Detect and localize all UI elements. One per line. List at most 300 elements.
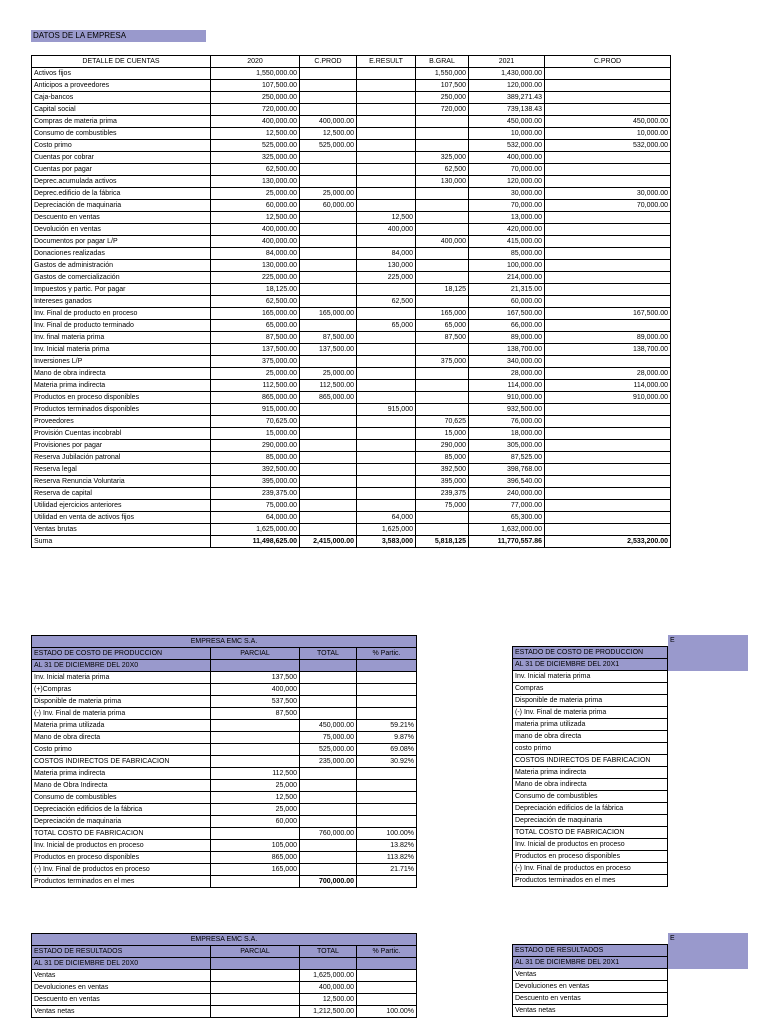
column-header: DETALLE DE CUENTAS	[32, 56, 211, 68]
statement-title: ESTADO DE COSTO DE PRODUCCION	[32, 648, 211, 660]
account-value	[300, 260, 357, 272]
table-row	[32, 512, 671, 524]
line-value	[211, 732, 300, 744]
account-value	[545, 428, 671, 440]
line-value: 9.87%	[357, 732, 417, 744]
statement-row	[32, 828, 417, 840]
table-row	[32, 440, 671, 452]
account-value	[357, 488, 416, 500]
account-name: Inv. final materia prima	[32, 332, 211, 344]
account-value	[300, 104, 357, 116]
account-value	[300, 356, 357, 368]
account-value: 910,000.00	[469, 392, 545, 404]
account-value: 120,000.00	[469, 176, 545, 188]
line-item: Depreciación de maquinaria	[513, 815, 668, 827]
line-item: Materia prima indirecta	[32, 768, 211, 780]
account-value	[545, 356, 671, 368]
account-value: 114,000.00	[469, 380, 545, 392]
account-value: 70,625	[416, 416, 469, 428]
account-value	[300, 284, 357, 296]
table-row	[32, 80, 671, 92]
account-value	[357, 368, 416, 380]
account-value: 400,000	[416, 236, 469, 248]
line-value	[211, 982, 300, 994]
statement-row	[32, 1006, 417, 1018]
col-partic: % Partic.	[357, 946, 417, 958]
account-value	[545, 488, 671, 500]
table-row	[32, 92, 671, 104]
account-value: 30,000.00	[469, 188, 545, 200]
line-item: COSTOS INDIRECTOS DE FABRICACION	[513, 755, 668, 767]
statement-row	[513, 981, 748, 993]
account-value	[357, 164, 416, 176]
statement-row	[32, 696, 417, 708]
account-value: 910,000.00	[545, 392, 671, 404]
account-value: 64,000	[357, 512, 416, 524]
line-item: (-) Inv. Final de materia prima	[32, 708, 211, 720]
account-value: 130,000	[357, 260, 416, 272]
line-value: 113.82%	[357, 852, 417, 864]
line-value	[300, 792, 357, 804]
table-row	[32, 296, 671, 308]
line-value	[300, 708, 357, 720]
account-value	[416, 272, 469, 284]
table-row	[32, 332, 671, 344]
account-value: 395,000	[416, 476, 469, 488]
table-row	[32, 260, 671, 272]
account-value: 60,000.00	[300, 200, 357, 212]
account-value	[300, 320, 357, 332]
table-row	[32, 152, 671, 164]
account-value: 21,315.00	[469, 284, 545, 296]
statement-row	[32, 816, 417, 828]
account-value	[300, 176, 357, 188]
table-row	[32, 452, 671, 464]
account-value: 1,430,000.00	[469, 68, 545, 80]
account-value: 70,000.00	[469, 200, 545, 212]
account-value: 87,525.00	[469, 452, 545, 464]
account-value: 400,000.00	[300, 116, 357, 128]
account-value: 10,000.00	[469, 128, 545, 140]
line-item: Compras	[513, 683, 668, 695]
statement-row	[513, 767, 748, 779]
account-value	[416, 344, 469, 356]
account-value: 85,000	[416, 452, 469, 464]
account-value: 167,500.00	[545, 308, 671, 320]
account-value: 76,000.00	[469, 416, 545, 428]
line-item: Devoluciones en ventas	[32, 982, 211, 994]
account-value: 65,000	[416, 320, 469, 332]
account-value: 12,500.00	[300, 128, 357, 140]
line-item: Ventas	[32, 970, 211, 982]
statement-row	[32, 970, 417, 982]
column-header: E.RESULT	[357, 56, 416, 68]
account-value	[300, 452, 357, 464]
account-value: 65,000.00	[211, 320, 300, 332]
table-row	[32, 356, 671, 368]
account-value: 225,000	[357, 272, 416, 284]
account-value	[545, 272, 671, 284]
statement-row	[513, 875, 748, 887]
statement-row	[32, 708, 417, 720]
account-value	[545, 476, 671, 488]
line-value: 400,000	[211, 684, 300, 696]
account-value: 89,000.00	[545, 332, 671, 344]
account-value	[357, 344, 416, 356]
line-item: Productos terminados en el mes	[513, 875, 668, 887]
account-name: Capital social	[32, 104, 211, 116]
statement-subtitle: AL 31 DE DICIEMBRE DEL 20X0	[32, 660, 211, 672]
account-value: 66,000.00	[469, 320, 545, 332]
line-item: Materia prima indirecta	[513, 767, 668, 779]
account-value	[300, 488, 357, 500]
table-row	[32, 524, 671, 536]
line-value	[357, 804, 417, 816]
line-value	[300, 804, 357, 816]
line-value: 75,000.00	[300, 732, 357, 744]
line-value	[211, 744, 300, 756]
statement-row	[513, 707, 748, 719]
statement-title: ESTADO DE RESULTADOS	[513, 945, 668, 957]
line-value	[300, 816, 357, 828]
account-value	[357, 464, 416, 476]
account-value	[416, 248, 469, 260]
line-item: COSTOS INDIRECTOS DE FABRICACION	[32, 756, 211, 768]
account-value	[357, 476, 416, 488]
account-value: 720,000.00	[211, 104, 300, 116]
line-value: 30.92%	[357, 756, 417, 768]
line-item: Ventas	[513, 969, 668, 981]
account-name: Deprec.acumulada activos	[32, 176, 211, 188]
account-name: Inv. Inicial materia prima	[32, 344, 211, 356]
account-value: 15,000.00	[211, 428, 300, 440]
line-value: 12,500	[211, 792, 300, 804]
account-value: 375,000.00	[211, 356, 300, 368]
statement-row	[513, 803, 748, 815]
account-name: Deprec.edificio de la fábrica	[32, 188, 211, 200]
account-value: 137,500.00	[300, 344, 357, 356]
statement-row	[32, 840, 417, 852]
line-value	[211, 994, 300, 1006]
account-value	[300, 524, 357, 536]
account-value	[300, 464, 357, 476]
account-name: Utilidad en venta de activos fijos	[32, 512, 211, 524]
line-item: Depreciación edificios de la fábrica	[513, 803, 668, 815]
account-value	[357, 284, 416, 296]
line-item: Depreciación edificios de la fábrica	[32, 804, 211, 816]
line-item: Ventas netas	[513, 1005, 668, 1017]
account-value: 84,000.00	[211, 248, 300, 260]
account-value: 865,000.00	[300, 392, 357, 404]
column-header: B.GRAL	[416, 56, 469, 68]
line-value	[357, 672, 417, 684]
income-statement-2020	[31, 933, 417, 1018]
statement-row	[513, 969, 748, 981]
account-value: 62,500.00	[211, 296, 300, 308]
line-value: 25,000	[211, 780, 300, 792]
account-value: 1,550,000.00	[211, 68, 300, 80]
account-value	[545, 464, 671, 476]
account-value: 75,000.00	[211, 500, 300, 512]
account-value: 165,000.00	[300, 308, 357, 320]
account-value: 932,500.00	[469, 404, 545, 416]
account-value: 114,000.00	[545, 380, 671, 392]
line-item: Mano de obra indirecta	[513, 779, 668, 791]
line-value: 59.21%	[357, 720, 417, 732]
account-value: 75,000	[416, 500, 469, 512]
statement-row	[32, 994, 417, 1006]
account-value: 865,000.00	[211, 392, 300, 404]
account-value: 400,000.00	[211, 236, 300, 248]
line-value	[300, 696, 357, 708]
table-row	[32, 464, 671, 476]
account-value	[357, 68, 416, 80]
line-value: 21.71%	[357, 864, 417, 876]
account-name: Inv. Final de producto terminado	[32, 320, 211, 332]
account-value	[545, 164, 671, 176]
statement-row	[513, 839, 748, 851]
table-row	[32, 476, 671, 488]
line-value: 165,000	[211, 864, 300, 876]
statement-row	[32, 852, 417, 864]
account-value	[545, 92, 671, 104]
table-row	[32, 236, 671, 248]
table-row	[32, 272, 671, 284]
statement-row	[32, 876, 417, 888]
line-value: 235,000.00	[300, 756, 357, 768]
table-row	[32, 344, 671, 356]
account-value: 18,125.00	[211, 284, 300, 296]
table-row	[32, 116, 671, 128]
account-value: 130,000	[416, 176, 469, 188]
account-value	[300, 212, 357, 224]
account-value: 325,000	[416, 152, 469, 164]
account-name: Provisiones por pagar	[32, 440, 211, 452]
account-name: Devolución en ventas	[32, 224, 211, 236]
account-value	[357, 356, 416, 368]
account-value: 250,000.00	[211, 92, 300, 104]
line-item: Disponible de materia prima	[513, 695, 668, 707]
account-value: 325,000.00	[211, 152, 300, 164]
line-value	[357, 994, 417, 1006]
line-value	[211, 1006, 300, 1018]
table-row	[32, 140, 671, 152]
table-row	[32, 380, 671, 392]
statement-row	[32, 780, 417, 792]
account-value	[300, 272, 357, 284]
account-value: 239,375.00	[211, 488, 300, 500]
line-value	[300, 840, 357, 852]
account-name: Gastos de comercialización	[32, 272, 211, 284]
account-value: 389,271.43	[469, 92, 545, 104]
statement-row	[32, 684, 417, 696]
col-total: TOTAL	[300, 946, 357, 958]
account-value: 60,000.00	[469, 296, 545, 308]
statement-row	[513, 755, 748, 767]
account-name: Impuestos y partic. Por pagar	[32, 284, 211, 296]
col-total: TOTAL	[300, 648, 357, 660]
account-value: 77,000.00	[469, 500, 545, 512]
table-row	[32, 308, 671, 320]
account-value	[357, 380, 416, 392]
column-header: C.PROD	[545, 56, 671, 68]
line-item: (-) Inv. Final de productos en proceso	[513, 863, 668, 875]
line-value	[300, 852, 357, 864]
line-value: 525,000.00	[300, 744, 357, 756]
account-value	[357, 140, 416, 152]
line-item: costo primo	[513, 743, 668, 755]
account-name: Provisión Cuentas incobrabl	[32, 428, 211, 440]
account-value: 165,000.00	[211, 308, 300, 320]
account-value: 100,000.00	[469, 260, 545, 272]
account-value	[416, 368, 469, 380]
col-parcial: PARCIAL	[211, 648, 300, 660]
account-value: 89,000.00	[469, 332, 545, 344]
account-value	[357, 200, 416, 212]
account-value	[357, 440, 416, 452]
cost-statement-2020	[31, 635, 417, 888]
column-header: C.PROD	[300, 56, 357, 68]
statement-row	[513, 993, 748, 1005]
account-value: 400,000.00	[211, 116, 300, 128]
statement-row	[32, 864, 417, 876]
line-value	[300, 864, 357, 876]
line-value: 865,000	[211, 852, 300, 864]
account-value: 107,500	[416, 80, 469, 92]
account-name: Gastos de administración	[32, 260, 211, 272]
line-value	[211, 876, 300, 888]
account-value: 395,000.00	[211, 476, 300, 488]
table-row	[32, 68, 671, 80]
account-value: 18,125	[416, 284, 469, 296]
account-value: 290,000.00	[211, 440, 300, 452]
account-value	[416, 128, 469, 140]
account-value	[545, 320, 671, 332]
account-value: 138,700.00	[545, 344, 671, 356]
account-name: Productos terminados disponibles	[32, 404, 211, 416]
line-value	[357, 876, 417, 888]
account-name: Activos fijos	[32, 68, 211, 80]
account-value	[545, 68, 671, 80]
line-item: (-) Inv. Final de materia prima	[513, 707, 668, 719]
line-value: 100.00%	[357, 1006, 417, 1018]
account-value: 2,533,200.00	[545, 536, 671, 548]
line-value	[357, 768, 417, 780]
account-value: 225,000.00	[211, 272, 300, 284]
line-value: 537,500	[211, 696, 300, 708]
income-statement-2021	[512, 933, 748, 1017]
statement-row	[513, 1005, 748, 1017]
account-value: 450,000.00	[469, 116, 545, 128]
line-value	[357, 982, 417, 994]
account-value	[416, 116, 469, 128]
line-value: 25,000	[211, 804, 300, 816]
account-value	[357, 116, 416, 128]
line-item: Inv. Inicial de productos en proceso	[513, 839, 668, 851]
line-value	[357, 780, 417, 792]
account-name: Materia prima indirecta	[32, 380, 211, 392]
account-value: 450,000.00	[545, 116, 671, 128]
account-value	[545, 512, 671, 524]
line-value	[211, 970, 300, 982]
account-value: 85,000.00	[211, 452, 300, 464]
account-name: Consumo de combustibles	[32, 128, 211, 140]
account-value	[300, 248, 357, 260]
table-row	[32, 320, 671, 332]
line-item: Consumo de combustibles	[513, 791, 668, 803]
account-value	[300, 224, 357, 236]
account-value: 112,500.00	[300, 380, 357, 392]
account-value: 239,375	[416, 488, 469, 500]
account-value: 12,500.00	[211, 128, 300, 140]
account-value: 10,000.00	[545, 128, 671, 140]
line-value	[211, 828, 300, 840]
account-value	[300, 500, 357, 512]
line-value	[357, 970, 417, 982]
table-row	[32, 212, 671, 224]
account-value: 1,550,000	[416, 68, 469, 80]
account-value: 65,000	[357, 320, 416, 332]
account-name: Cuentas por pagar	[32, 164, 211, 176]
table-row	[32, 248, 671, 260]
statement-row	[32, 744, 417, 756]
line-value: 87,500	[211, 708, 300, 720]
account-value: 420,000.00	[469, 224, 545, 236]
account-value: 532,000.00	[545, 140, 671, 152]
account-name: Documentos por pagar L/P	[32, 236, 211, 248]
statement-row	[513, 827, 748, 839]
account-value: 25,000.00	[300, 188, 357, 200]
line-item: Materia prima utilizada	[32, 720, 211, 732]
line-value: 105,000	[211, 840, 300, 852]
account-value: 70,000.00	[545, 200, 671, 212]
table-row	[32, 224, 671, 236]
account-value	[545, 80, 671, 92]
line-item: Consumo de combustibles	[32, 792, 211, 804]
column-header: 2020	[211, 56, 300, 68]
table-row	[32, 404, 671, 416]
account-value	[545, 296, 671, 308]
account-value: 25,000.00	[300, 368, 357, 380]
account-value	[357, 188, 416, 200]
statement-row	[32, 804, 417, 816]
account-value	[300, 428, 357, 440]
statement-row	[513, 791, 748, 803]
line-item: Inv. Inicial de productos en proceso	[32, 840, 211, 852]
statement-row	[32, 792, 417, 804]
account-name: Donaciones realizadas	[32, 248, 211, 260]
table-row	[32, 536, 671, 548]
account-value: 340,000.00	[469, 356, 545, 368]
account-value	[416, 188, 469, 200]
line-value	[300, 672, 357, 684]
col-parcial: PARCIAL	[211, 946, 300, 958]
table-row	[32, 392, 671, 404]
account-value: 130,000.00	[211, 176, 300, 188]
account-value: 25,000.00	[211, 188, 300, 200]
account-value	[545, 176, 671, 188]
line-value	[211, 720, 300, 732]
line-value	[300, 780, 357, 792]
line-value: 69.08%	[357, 744, 417, 756]
account-value	[357, 236, 416, 248]
account-value	[545, 404, 671, 416]
account-name: Reserva de capital	[32, 488, 211, 500]
account-value	[416, 380, 469, 392]
line-value: 700,000.00	[300, 876, 357, 888]
account-value	[300, 404, 357, 416]
account-value: 400,000.00	[211, 224, 300, 236]
